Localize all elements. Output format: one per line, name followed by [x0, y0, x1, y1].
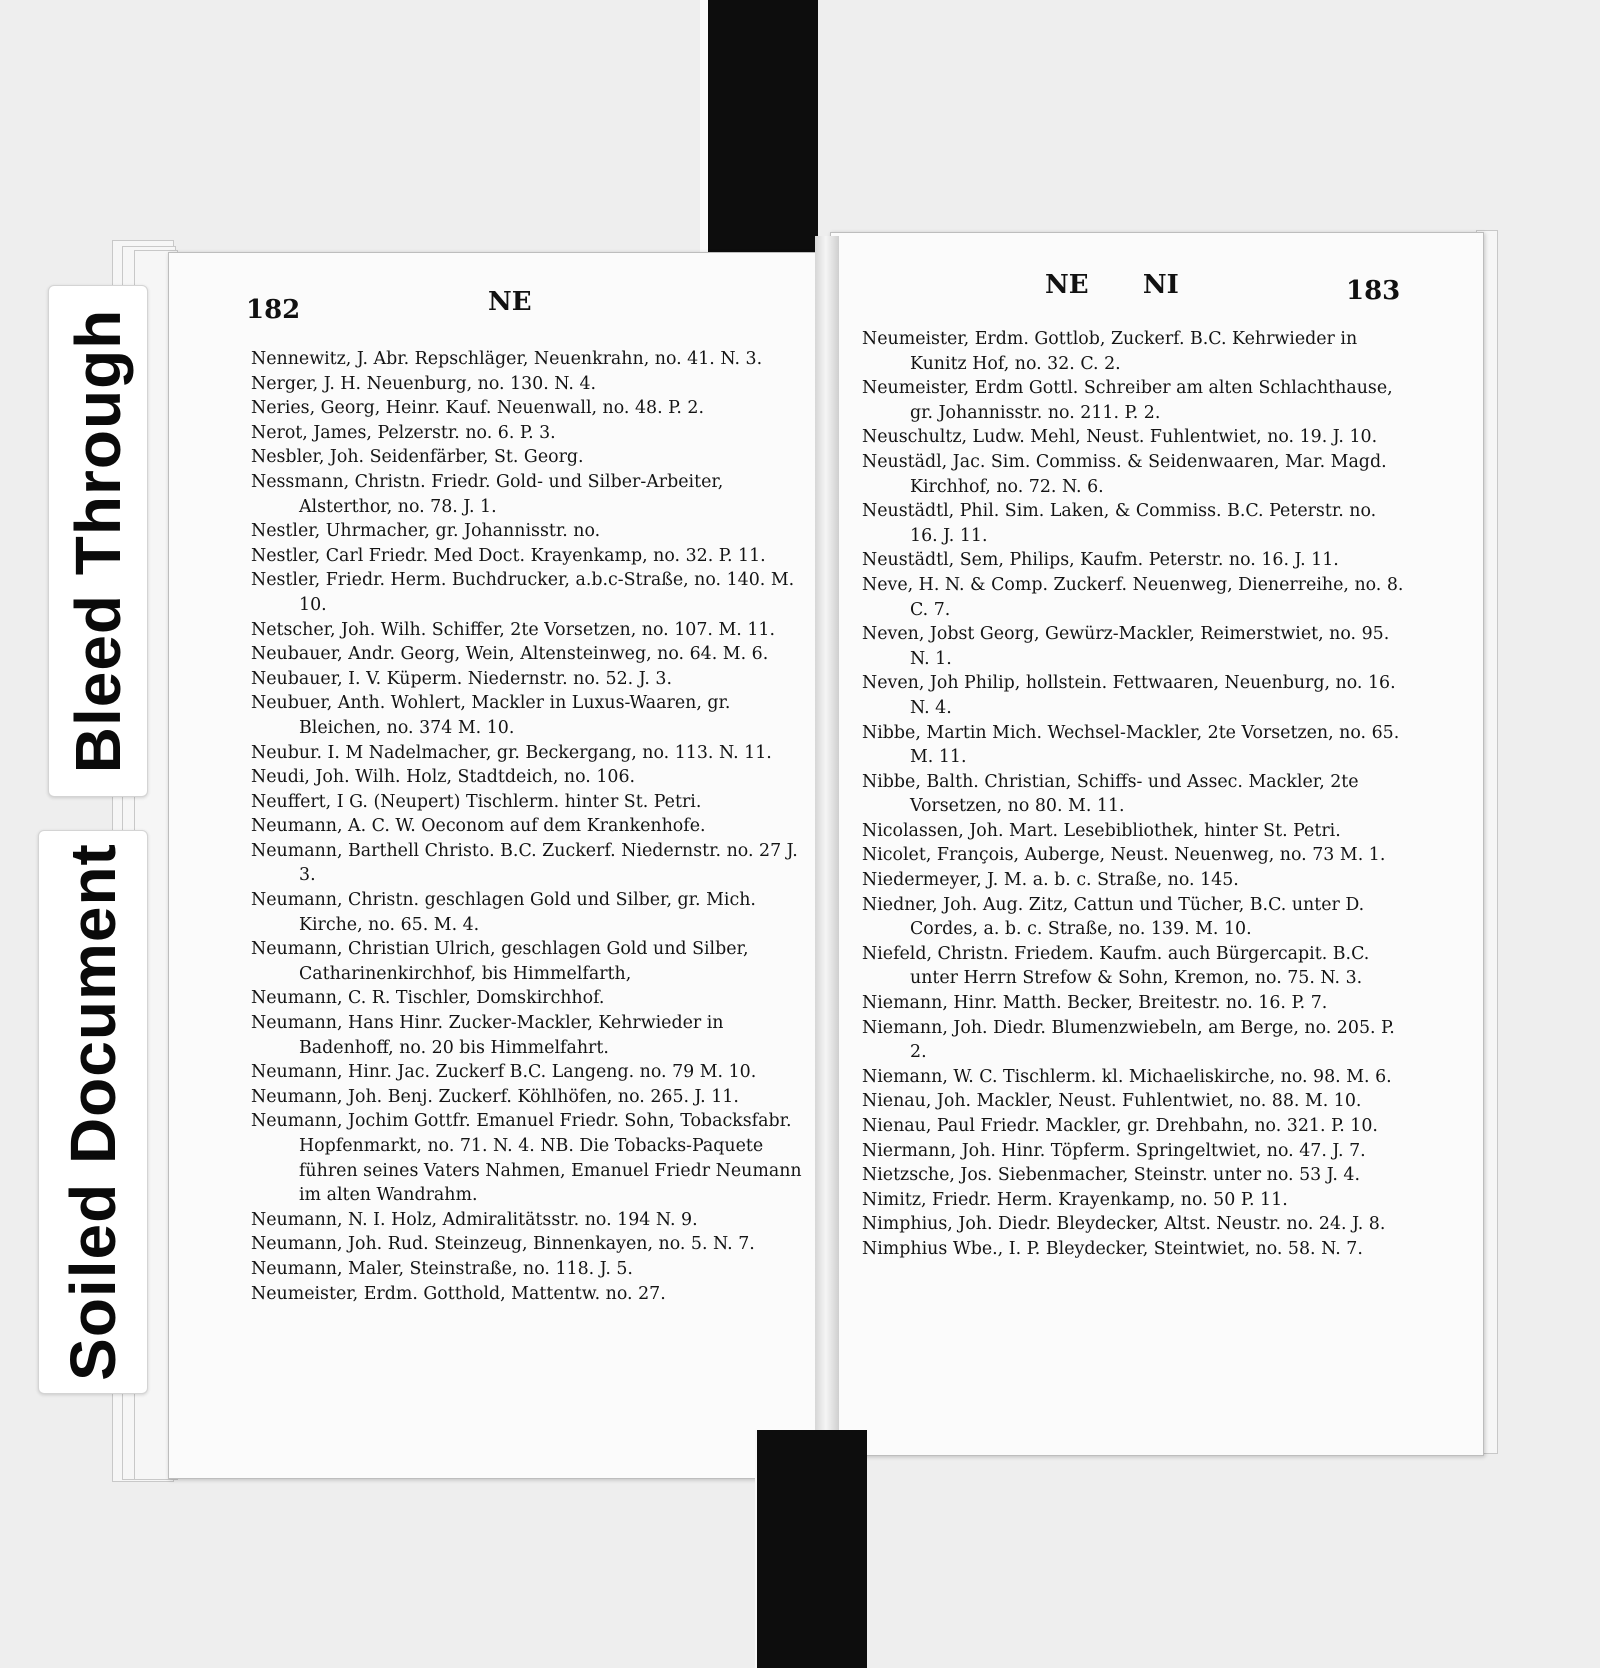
directory-entry: Niefeld, Christn. Friedem. Kaufm. auch Bürgercapit. B.C. unter Herrn Strefow & Sohn, Kremon, no. 75. N. 3. — [862, 943, 1370, 989]
directory-entry: Neven, Joh Philip, hollstein. Fettwaaren, Neuenburg, no. 16. N. 4. — [862, 673, 1396, 718]
left-page-entries — [251, 347, 811, 1306]
directory-entry: Neumann, N. I. Holz, Admiralitätsstr. no. 194 N. 9. — [251, 1209, 698, 1230]
book-clamp-strap-bottom — [757, 1430, 867, 1668]
directory-entry: Nimphius, Joh. Diedr. Bleydecker, Altst. Neustr. no. 24. J. 8. — [862, 1214, 1386, 1235]
directory-entry: Neven, Jobst Georg, Gewürz-Mackler, Reimerstwiet, no. 95. N. 1. — [862, 624, 1390, 669]
directory-entry: Neubuer, Anth. Wohlert, Mackler in Luxus-Waaren, gr. Bleichen, no. 374 M. 10. — [251, 693, 731, 738]
directory-entry: Netscher, Joh. Wilh. Schiffer, 2te Vorsetzen, no. 107. M. 11. — [251, 619, 776, 640]
directory-entry: Neumann, Jochim Gottfr. Emanuel Friedr. Sohn, Tobacksfabr. Hopfenmarkt, no. 71. N. 4. NB. Die Tobacks-Paquete führen seines Vaters Nahmen, Emanuel Friedr Neumann im alten Wandrahm. — [251, 1111, 802, 1206]
directory-entry: Nimphius Wbe., I. P. Bleydecker, Steintwiet, no. 58. N. 7. — [862, 1238, 1363, 1259]
directory-entry: Neubur. I. M Nadelmacher, gr. Beckergang, no. 113. N. 11. — [251, 742, 772, 763]
directory-entry: Nennewitz, J. Abr. Repschläger, Neuenkrahn, no. 41. N. 3. — [251, 349, 763, 369]
right-page-header: NE NI — [1045, 270, 1179, 300]
directory-entry: Neuschultz, Ludw. Mehl, Neust. Fuhlentwiet, no. 19. J. 10. — [862, 427, 1378, 448]
directory-entry: Nessmann, Christn. Friedr. Gold- und Silber-Arbeiter, Alsterthor, no. 78. J. 1. — [251, 471, 724, 517]
directory-entry: Nimitz, Friedr. Herm. Krayenkamp, no. 50 P. 11. — [862, 1189, 1288, 1210]
book-gutter — [815, 236, 839, 1476]
directory-entry: Neumeister, Erdm. Gotthold, Mattentw. no. 27. — [251, 1283, 666, 1304]
directory-entry: Neumann, Barthell Christo. B.C. Zuckerf. Niedernstr. no. 27 J. 3. — [251, 840, 798, 886]
directory-entry: Neve, H. N. & Comp. Zuckerf. Neuenweg, Dienerreihe, no. 8. C. 7. — [862, 574, 1404, 620]
directory-entry: Nestler, Uhrmacher, gr. Johannisstr. no. — [251, 521, 601, 542]
directory-entry: Neumann, Christian Ulrich, geschlagen Gold und Silber, Catharinenkirchhof, bis Himmelfarth, — [251, 939, 749, 984]
directory-entry: Neumann, Hinr. Jac. Zuckerf B.C. Langeng. no. 79 M. 10. — [251, 1062, 757, 1083]
directory-entry: Neuffert, I G. (Neupert) Tischlerm. hinter St. Petri. — [251, 791, 702, 812]
directory-entry: Nerot, James, Pelzerstr. no. 6. P. 3. — [251, 422, 556, 443]
directory-entry: Neumann, A. C. W. Oeconom auf dem Krankenhofe. — [251, 816, 706, 837]
directory-entry: Nietzsche, Jos. Siebenmacher, Steinstr. unter no. 53 J. 4. — [862, 1165, 1360, 1186]
directory-entry: Nienau, Joh. Mackler, Neust. Fuhlentwiet, no. 88. M. 10. — [862, 1091, 1362, 1112]
directory-entry: Neumeister, Erdm. Gottlob, Zuckerf. B.C. Kehrwieder in Kunitz Hof, no. 32. C. 2. — [862, 329, 1358, 374]
label-soiled-document-text: Soiled Document — [57, 843, 129, 1381]
directory-entry: Neustädtl, Phil. Sim. Laken, & Commiss. B.C. Peterstr. no. 16. J. 11. — [862, 501, 1377, 546]
directory-entry: Neumann, Christn. geschlagen Gold und Silber, gr. Mich. Kirche, no. 65. M. 4. — [251, 890, 756, 935]
left-page-header: NE — [488, 287, 532, 317]
directory-entry: Nestler, Carl Friedr. Med Doct. Krayenkamp, no. 32. P. 11. — [251, 545, 766, 566]
directory-entry: Niemann, W. C. Tischlerm. kl. Michaeliskirche, no. 98. M. 6. — [862, 1066, 1392, 1087]
directory-entry: Niedner, Joh. Aug. Zitz, Cattun und Tücher, B.C. unter D. Cordes, a. b. c. Straße, no. 139. M. 10. — [862, 894, 1365, 940]
directory-entry: Nienau, Paul Friedr. Mackler, gr. Drehbahn, no. 321. P. 10. — [862, 1116, 1378, 1136]
label-bleed-through — [48, 285, 148, 797]
directory-entry: Niemann, Hinr. Matth. Becker, Breitestr. no. 16. P. 7. — [862, 993, 1328, 1014]
directory-entry: Neumeister, Erdm Gottl. Schreiber am alten Schlachthause, gr. Johannisstr. no. 211. P. 2. — [862, 378, 1393, 423]
directory-entry: Neumann, Maler, Steinstraße, no. 118. J. 5. — [251, 1258, 633, 1279]
directory-entry: Neries, Georg, Heinr. Kauf. Neuenwall, no. 48. P. 2. — [251, 398, 704, 419]
label-soiled-document — [38, 830, 148, 1394]
directory-entry: Neumann, C. R. Tischler, Domskirchhof. — [251, 988, 605, 1009]
directory-entry: Nerger, J. H. Neuenburg, no. 130. N. 4. — [251, 373, 597, 394]
directory-entry: Neubauer, I. V. Küperm. Niedernstr. no. 52. J. 3. — [251, 668, 673, 689]
directory-entry: Nicolet, François, Auberge, Neust. Neuenweg, no. 73 M. 1. — [862, 845, 1386, 866]
directory-entry: Neumann, Joh. Rud. Steinzeug, Binnenkayen, no. 5. N. 7. — [251, 1234, 755, 1255]
directory-entry: Niermann, Joh. Hinr. Töpferm. Springeltwiet, no. 47. J. 7. — [862, 1140, 1366, 1161]
directory-entry: Nestler, Friedr. Herm. Buchdrucker, a.b.c-Straße, no. 140. M. 10. — [251, 570, 795, 615]
right-page-entries — [862, 327, 1404, 1262]
directory-entry: Neudi, Joh. Wilh. Holz, Stadtdeich, no. 106. — [251, 767, 636, 788]
directory-entry: Nicolassen, Joh. Mart. Lesebibliothek, hinter St. Petri. — [862, 820, 1341, 841]
directory-entry: Nesbler, Joh. Seidenfärber, St. Georg. — [251, 447, 584, 468]
directory-entry: Niemann, Joh. Diedr. Blumenzwiebeln, am Berge, no. 205. P. 2. — [862, 1017, 1395, 1063]
label-bleed-through-text: Bleed Through — [62, 308, 134, 774]
left-page-number: 182 — [246, 295, 301, 325]
directory-entry: Neustädtl, Sem, Philips, Kaufm. Peterstr. no. 16. J. 11. — [862, 550, 1339, 571]
directory-entry: Niedermeyer, J. M. a. b. c. Straße, no. 145. — [862, 870, 1239, 891]
directory-entry: Neustädl, Jac. Sim. Commiss. & Seidenwaaren, Mar. Magd. Kirchhof, no. 72. N. 6. — [862, 451, 1387, 497]
directory-entry: Nibbe, Martin Mich. Wechsel-Mackler, 2te Vorsetzen, no. 65. M. 11. — [862, 722, 1400, 768]
directory-entry: Neumann, Joh. Benj. Zuckerf. Köhlhöfen, no. 265. J. 11. — [251, 1086, 739, 1107]
right-page-number: 183 — [1346, 276, 1401, 306]
directory-entry: Nibbe, Balth. Christian, Schiffs- und Assec. Mackler, 2te Vorsetzen, no 80. M. 11. — [862, 771, 1359, 817]
directory-entry: Neubauer, Andr. Georg, Wein, Altensteinweg, no. 64. M. 6. — [251, 644, 769, 665]
directory-entry: Neumann, Hans Hinr. Zucker-Mackler, Kehrwieder in Badenhoff, no. 20 bis Himmelfahrt. — [251, 1013, 724, 1058]
